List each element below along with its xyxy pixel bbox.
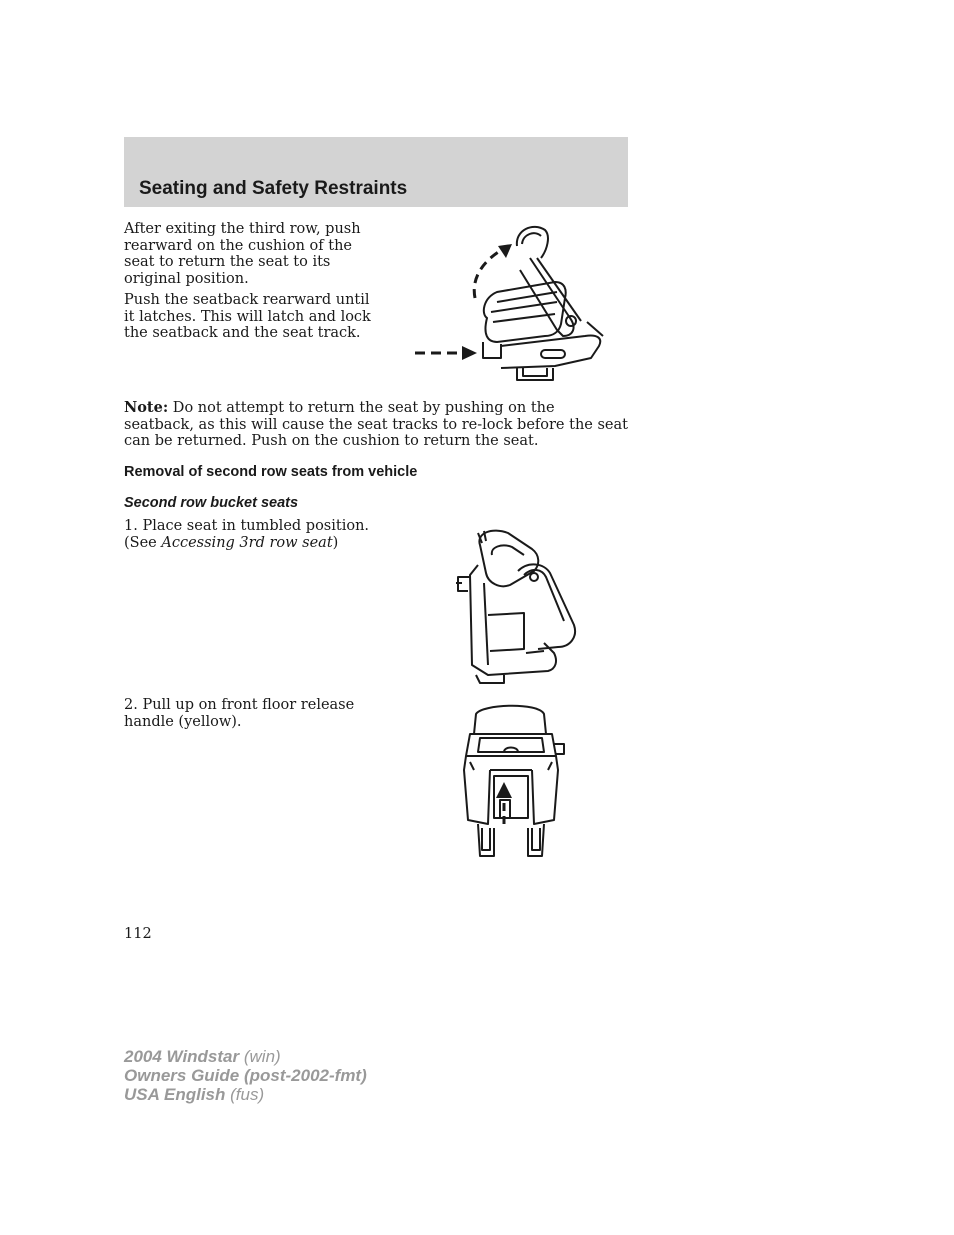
floor-release-handle-illustration	[460, 700, 572, 860]
seat-return-illustration	[405, 218, 620, 388]
footer-line-guide	[124, 1066, 367, 1085]
step-1-text	[124, 518, 384, 551]
document-footer	[124, 1047, 367, 1104]
footer-language: USA English	[124, 1085, 226, 1104]
note-text: Do not attempt to return the seat by pushing on the seatback, as this will cause the seat tracks to re-lock before the seat can be returned. Push on the cushion to return the seat.	[124, 400, 628, 450]
paragraph-return-seat: After exiting the third row, push rearward on the cushion of the seat to return the seat to its original position.	[124, 221, 361, 287]
paragraph-push-seatback: Push the seatback rearward until it latches. This will latch and lock the seatback and the seat track.	[124, 292, 371, 342]
footer-line-model	[124, 1047, 367, 1066]
subheading-bucket-seats: Second row bucket seats	[124, 495, 299, 511]
footer-model-name: 2004 Windstar	[124, 1047, 240, 1066]
note-paragraph	[124, 400, 629, 450]
step-1-close: )	[332, 534, 339, 551]
step-1-reference: Accessing 3rd row seat	[161, 534, 333, 551]
footer-guide-name: Owners Guide (post-2002-fmt)	[124, 1066, 367, 1085]
tumbled-seat-illustration	[448, 525, 588, 685]
note-label: Note:	[124, 399, 169, 416]
page-number: 112	[124, 926, 152, 942]
heading-removal-second-row: Removal of second row seats from vehicle	[124, 464, 418, 480]
step-1-main: 1. Place seat in tumbled position. (See	[124, 518, 370, 551]
step-2-text: 2. Pull up on front floor release handle (yellow).	[124, 697, 355, 730]
footer-line-language	[124, 1085, 367, 1104]
footer-language-code: (fus)	[225, 1085, 265, 1104]
footer-model-code: (win)	[239, 1047, 281, 1066]
section-title: Seating and Safety Restraints	[139, 178, 408, 199]
